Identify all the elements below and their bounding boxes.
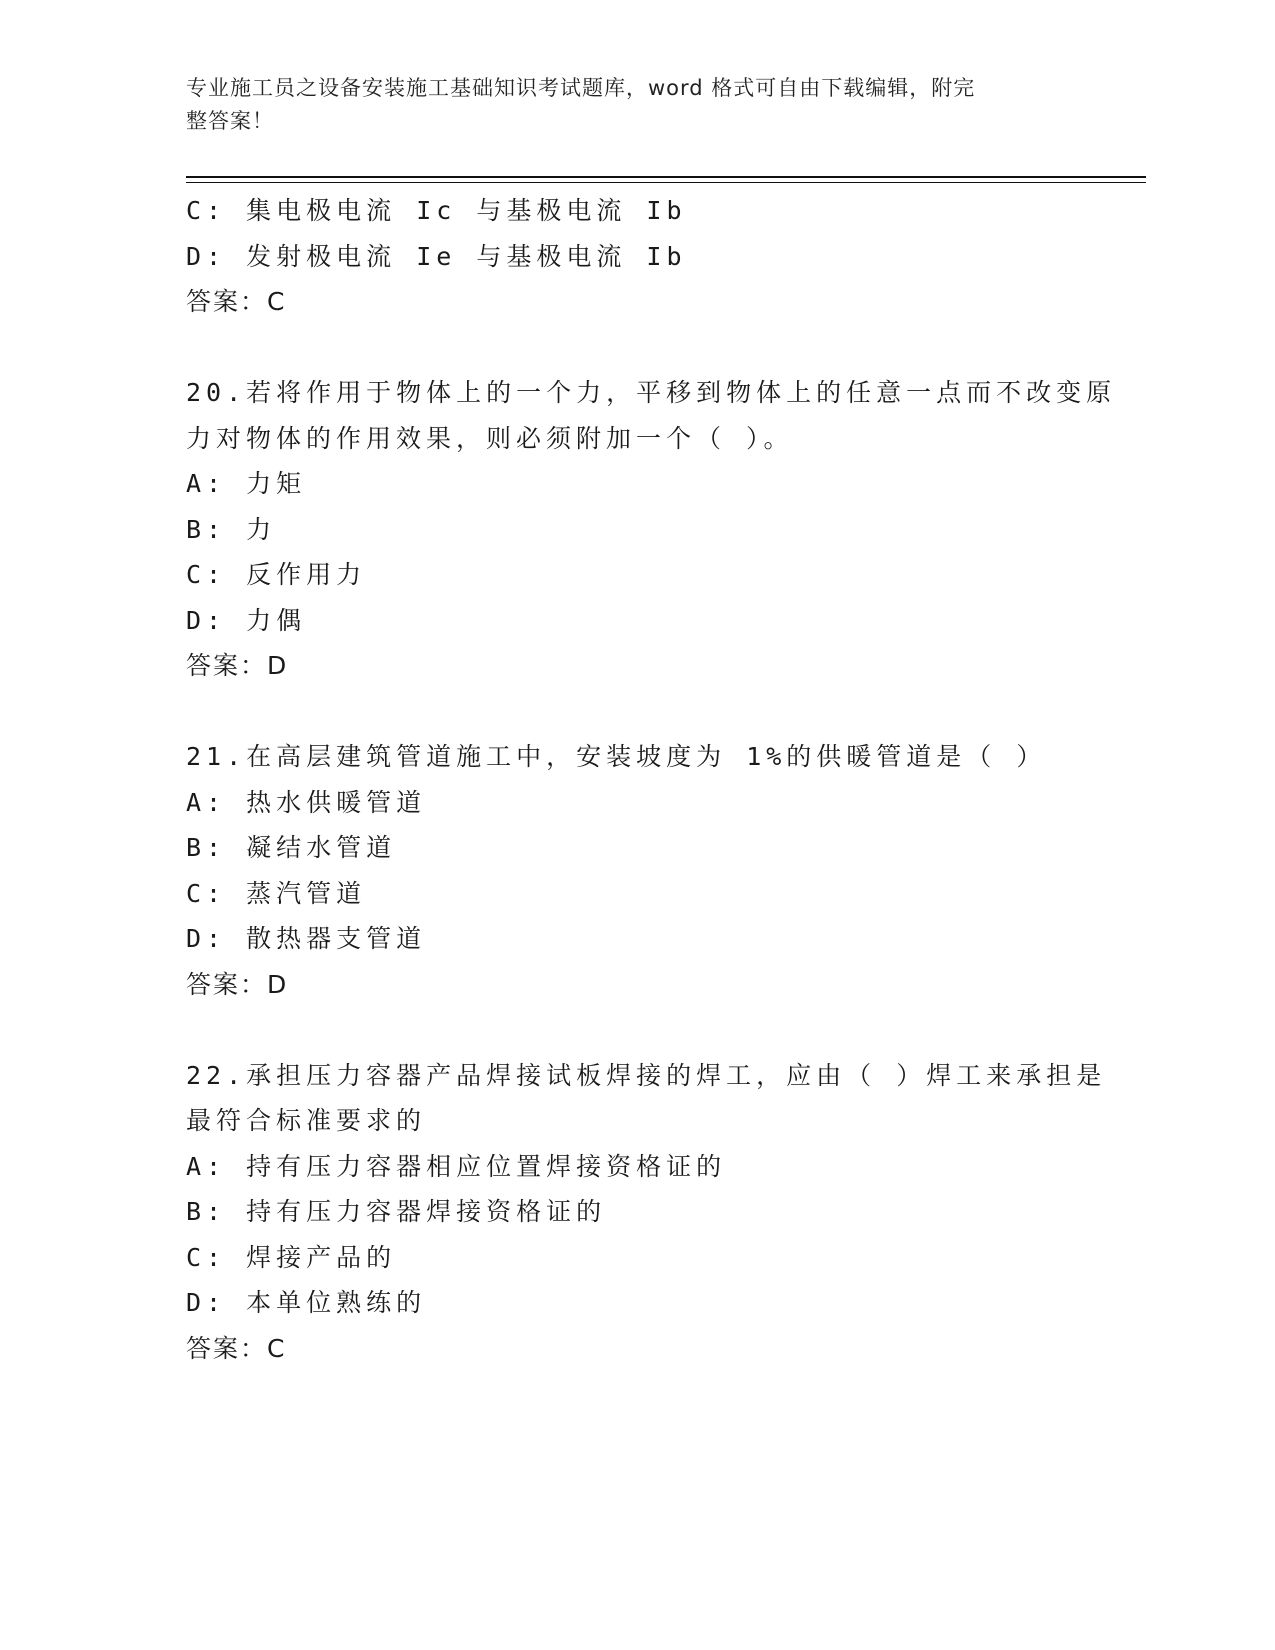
option-c: C: 反作用力	[186, 560, 367, 589]
question-20	[186, 370, 1117, 689]
option-d: D: 散热器支管道	[186, 924, 427, 953]
question-stem: 21.在高层建筑管道施工中，安装坡度为 1%的供暖管道是（ ）	[186, 742, 1047, 771]
question-stem-continued: 最符合标准要求的	[186, 1106, 427, 1135]
answer: 答案：C	[186, 287, 287, 316]
header-divider-thin	[186, 182, 1146, 183]
option-c: C: 焊接产品的	[186, 1242, 397, 1272]
answer: 答案：C	[186, 1333, 287, 1363]
option-b: B: 持有压力容器焊接资格证的	[186, 1197, 607, 1226]
spacer	[186, 689, 1086, 735]
option-b: B: 凝结水管道	[186, 833, 397, 862]
option-c: C: 集电极电流 Ic 与基极电流 Ib	[186, 196, 687, 225]
option-a: A: 持有压力容器相应位置焊接资格证的	[186, 1151, 727, 1181]
question-stem: 22.承担压力容器产品焊接试板焊接的焊工，应由（ ）焊工来承担是	[186, 1060, 1107, 1090]
header-text-line1: 专业施工员之设备安装施工基础知识考试题库，word 格式可自由下载编辑，附完	[186, 76, 976, 100]
option-d: D: 力偶	[186, 605, 307, 635]
spacer	[186, 1007, 1086, 1053]
answer: 答案：D	[186, 969, 289, 999]
option-a: A: 力矩	[186, 469, 307, 498]
option-d: D: 本单位熟练的	[186, 1288, 427, 1317]
spacer	[186, 325, 1086, 371]
header-divider-thick	[186, 176, 1146, 178]
option-c: C: 蒸汽管道	[186, 878, 367, 908]
header-text-line2: 整答案！	[186, 109, 274, 133]
answer: 答案：D	[186, 651, 289, 680]
question-list	[186, 188, 1117, 1371]
question-stem-continued: 力对物体的作用效果，则必须附加一个（ ）。	[186, 423, 794, 453]
question-stem: 20.若将作用于物体上的一个力，平移到物体上的任意一点而不改变原	[186, 378, 1117, 407]
question-22	[186, 1053, 1107, 1372]
question-19-continued	[186, 188, 1086, 325]
option-d: D: 发射极电流 Ie 与基极电流 Ib	[186, 241, 687, 271]
option-b: B: 力	[186, 514, 277, 544]
option-a: A: 热水供暖管道	[186, 787, 427, 817]
question-21	[186, 734, 1086, 1007]
page-header	[186, 72, 1066, 138]
